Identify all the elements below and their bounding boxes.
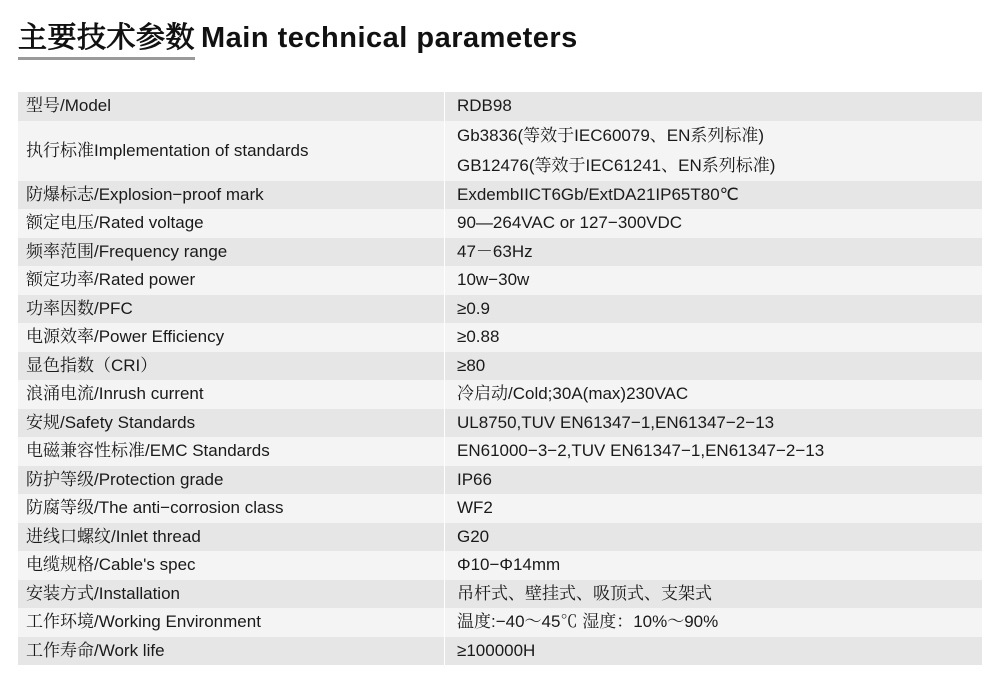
row-value: Φ10−Φ14mm xyxy=(445,551,983,580)
table-row xyxy=(18,466,982,495)
row-label-text: 执行标准Implementation of standards xyxy=(26,140,309,160)
row-label: 浪涌电流/Inrush current xyxy=(18,380,445,409)
table-row xyxy=(18,494,982,523)
table-row xyxy=(18,380,982,409)
row-label: 功率因数/PFC xyxy=(18,295,445,324)
row-value: 90—264VAC or 127−300VDC xyxy=(445,209,983,238)
technical-parameters-table xyxy=(18,92,982,665)
table-row xyxy=(18,437,982,466)
page-title-chinese: 主要技术参数 xyxy=(18,22,195,60)
row-value: UL8750,TUV EN61347−1,EN61347−2−13 xyxy=(445,409,983,438)
row-value: ≥0.9 xyxy=(445,295,983,324)
row-label: 安规/Safety Standards xyxy=(18,409,445,438)
row-value: 10w−30w xyxy=(445,266,983,295)
table-row xyxy=(18,551,982,580)
row-value: 冷启动/Cold;30A(max)230VAC xyxy=(445,380,983,409)
row-value: RDB98 xyxy=(445,92,983,121)
row-label: 工作寿命/Work life xyxy=(18,637,445,666)
table-row xyxy=(18,523,982,552)
page-title-english: Main technical parameters xyxy=(201,22,578,54)
row-value: 47－63Hz xyxy=(445,238,983,267)
page-title-text xyxy=(18,18,578,58)
table-body xyxy=(18,92,982,665)
row-value: IP66 xyxy=(445,466,983,495)
row-value: 温度:−40～45℃ 湿度：10%～90% xyxy=(445,608,983,637)
row-label: 工作环境/Working Environment xyxy=(18,608,445,637)
row-label: 电源效率/Power Efficiency xyxy=(18,323,445,352)
table-row xyxy=(18,181,982,210)
table-row xyxy=(18,92,982,121)
row-label: 防腐等级/The anti−corrosion class xyxy=(18,494,445,523)
row-value: EN61000−3−2,TUV EN61347−1,EN61347−2−13 xyxy=(445,437,983,466)
row-label xyxy=(18,121,445,181)
row-value: ≥100000H xyxy=(445,637,983,666)
row-label: 电磁兼容性标准/EMC Standards xyxy=(18,437,445,466)
table-row xyxy=(18,608,982,637)
row-label: 电缆规格/Cable's spec xyxy=(18,551,445,580)
table-row xyxy=(18,409,982,438)
row-label: 显色指数（CRI） xyxy=(18,352,445,381)
row-value: 吊杆式、壁挂式、吸顶式、支架式 xyxy=(445,580,983,609)
row-value: ≥80 xyxy=(445,352,983,381)
page-title xyxy=(18,18,578,58)
table-row xyxy=(18,266,982,295)
table-row xyxy=(18,238,982,267)
row-label: 进线口螺纹/Inlet thread xyxy=(18,523,445,552)
table-row xyxy=(18,352,982,381)
table-row xyxy=(18,121,982,181)
row-label: 防护等级/Protection grade xyxy=(18,466,445,495)
table-row xyxy=(18,580,982,609)
row-label: 额定功率/Rated power xyxy=(18,266,445,295)
row-value: ExdembIICT6Gb/ExtDA21IP65T80℃ xyxy=(445,181,983,210)
table-row xyxy=(18,323,982,352)
row-value: G20 xyxy=(445,523,983,552)
row-value: WF2 xyxy=(445,494,983,523)
table-row xyxy=(18,295,982,324)
row-value-line-1: Gb3836(等效于IEC60079、EN系列标准) xyxy=(457,125,765,145)
row-label: 安装方式/Installation xyxy=(18,580,445,609)
row-value xyxy=(445,121,983,181)
table-row xyxy=(18,209,982,238)
table-row xyxy=(18,637,982,666)
row-label: 额定电压/Rated voltage xyxy=(18,209,445,238)
row-value: ≥0.88 xyxy=(445,323,983,352)
row-label: 型号/Model xyxy=(18,92,445,121)
row-label: 防爆标志/Explosion−proof mark xyxy=(18,181,445,210)
row-value-line-2: GB12476(等效于IEC61241、EN系列标准) xyxy=(457,155,776,175)
row-label: 频率范围/Frequency range xyxy=(18,238,445,267)
